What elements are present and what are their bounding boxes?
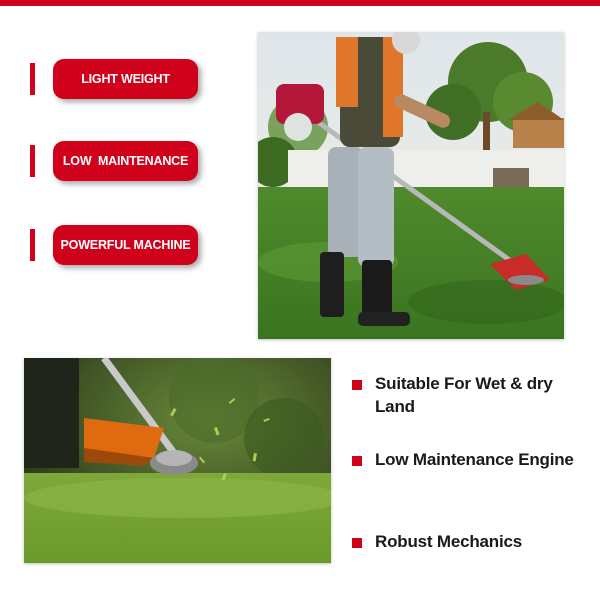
- bullet-square: [352, 538, 362, 548]
- feature-label: Low Maintenance Engine: [375, 450, 574, 469]
- badge-powerful-machine: [30, 225, 210, 265]
- top-accent-bar: [0, 0, 600, 6]
- bullet-square: [352, 380, 362, 390]
- brush-cutter-operator-photo: [258, 32, 564, 339]
- badge-marker: [30, 145, 35, 177]
- badge-marker: [30, 63, 35, 95]
- badge-label: LOW MAINTENANCE: [53, 141, 198, 181]
- trimmer-head-closeup-photo: [24, 358, 331, 563]
- feature-label: Robust Mechanics: [375, 532, 522, 551]
- badge-label: LIGHT WEIGHT: [53, 59, 198, 99]
- badge-marker: [30, 229, 35, 261]
- badge-low-maintenance: [30, 141, 210, 181]
- badge-label: POWERFUL MACHINE: [53, 225, 198, 265]
- bullet-square: [352, 456, 362, 466]
- badge-light-weight: [30, 59, 210, 99]
- feature-label: Suitable For Wet & dry Land: [375, 374, 553, 416]
